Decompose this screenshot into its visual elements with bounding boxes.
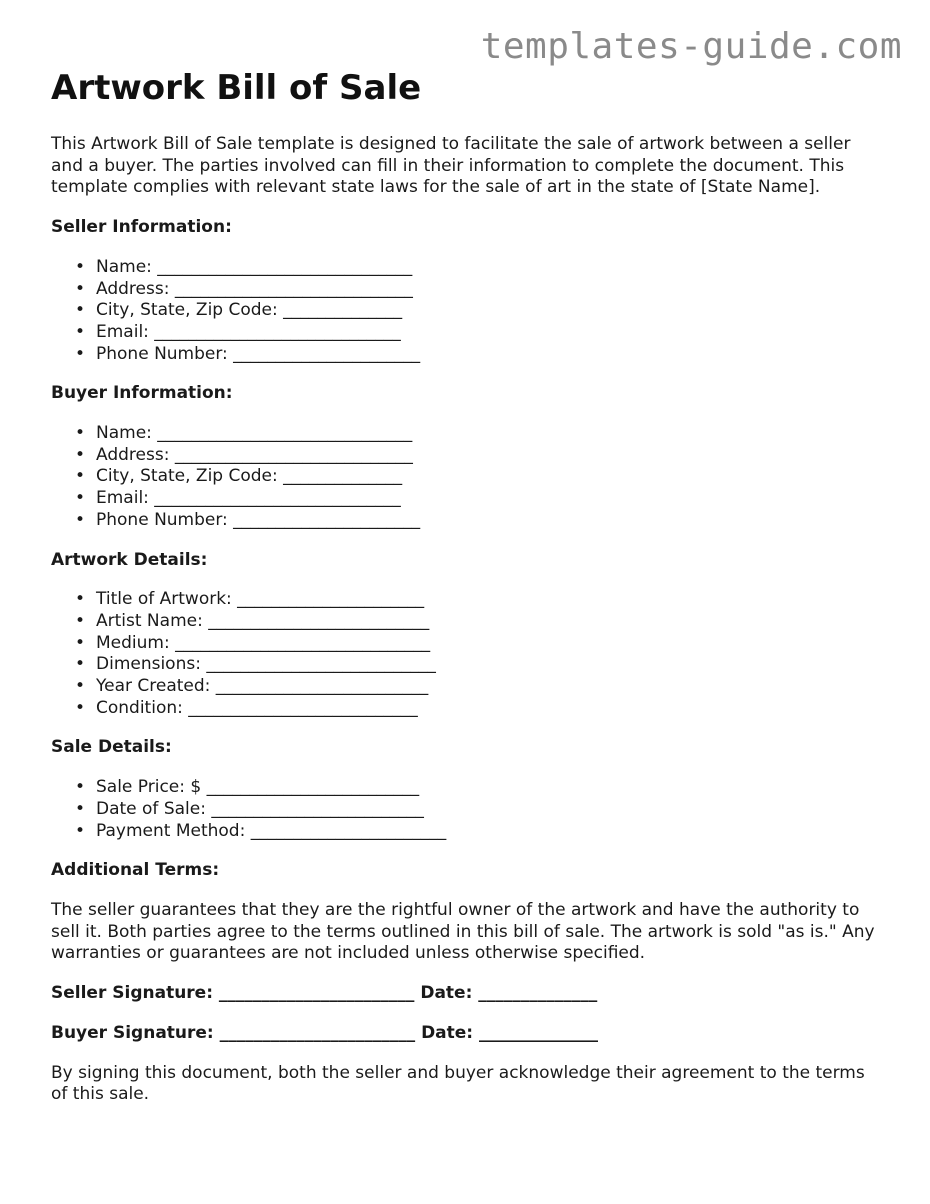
bullet-icon: • xyxy=(75,820,86,841)
list-item xyxy=(51,257,881,279)
list-item xyxy=(51,821,881,843)
payment-method-field: Payment Method: _______________________ xyxy=(96,820,447,841)
buyer-section-heading: Buyer Information: xyxy=(51,383,233,404)
artwork-section-heading: Artwork Details: xyxy=(51,549,208,570)
bullet-icon: • xyxy=(75,488,86,509)
bullet-icon: • xyxy=(75,423,86,444)
list-item xyxy=(51,466,881,488)
buyer-phone-field: Phone Number: ______________________ xyxy=(96,509,421,530)
document-page xyxy=(51,64,881,1106)
buyer-signature-line: Buyer Signature: _______________________ Date: ______________ xyxy=(51,1022,599,1043)
list-item xyxy=(51,322,881,344)
list-item xyxy=(51,488,881,510)
document-title: Artwork Bill of Sale xyxy=(51,68,422,108)
condition-field: Condition: ___________________________ xyxy=(96,697,418,718)
seller-name-field: Name: ______________________________ xyxy=(96,256,413,277)
list-item xyxy=(51,633,881,655)
bullet-icon: • xyxy=(75,777,86,798)
sale-date-field: Date of Sale: _________________________ xyxy=(96,798,424,819)
bullet-icon: • xyxy=(75,632,86,653)
buyer-address-field: Address: ____________________________ xyxy=(96,444,413,465)
dimensions-field: Dimensions: ___________________________ xyxy=(96,654,436,675)
list-item xyxy=(51,423,881,445)
list-item xyxy=(51,589,881,611)
year-created-field: Year Created: _________________________ xyxy=(96,676,429,697)
bullet-icon: • xyxy=(75,300,86,321)
closing-paragraph: By signing this document, both the seller and buyer acknowledge their agreement to the terms of this sale. xyxy=(51,1062,865,1105)
list-item xyxy=(51,445,881,467)
list-item xyxy=(51,676,881,698)
bullet-icon: • xyxy=(75,798,86,819)
list-item xyxy=(51,777,881,799)
list-item xyxy=(51,510,881,532)
buyer-name-field: Name: ______________________________ xyxy=(96,423,413,444)
list-item xyxy=(51,279,881,301)
bullet-icon: • xyxy=(75,343,86,364)
seller-info-list xyxy=(51,257,881,366)
bullet-icon: • xyxy=(75,321,86,342)
artwork-title-field: Title of Artwork: ______________________ xyxy=(96,589,425,610)
seller-signature-line: Seller Signature: _______________________ Date: ______________ xyxy=(51,983,598,1004)
sale-price-field: Sale Price: $ _________________________ xyxy=(96,777,420,798)
seller-city-field: City, State, Zip Code: ______________ xyxy=(96,300,403,321)
seller-email-field: Email: _____________________________ xyxy=(96,321,401,342)
buyer-city-field: City, State, Zip Code: ______________ xyxy=(96,466,403,487)
bullet-icon: • xyxy=(75,610,86,631)
bullet-icon: • xyxy=(75,278,86,299)
sale-section-heading: Sale Details: xyxy=(51,737,172,758)
artwork-details-list xyxy=(51,589,881,719)
bullet-icon: • xyxy=(75,444,86,465)
seller-phone-field: Phone Number: ______________________ xyxy=(96,343,421,364)
list-item xyxy=(51,300,881,322)
bullet-icon: • xyxy=(75,509,86,530)
bullet-icon: • xyxy=(75,256,86,277)
buyer-info-list xyxy=(51,423,881,532)
bullet-icon: • xyxy=(75,654,86,675)
site-watermark: templates-guide.com xyxy=(480,26,902,67)
medium-field: Medium: ______________________________ xyxy=(96,632,431,653)
list-item xyxy=(51,344,881,366)
sale-details-list xyxy=(51,777,881,842)
list-item xyxy=(51,654,881,676)
artist-name-field: Artist Name: __________________________ xyxy=(96,610,430,631)
terms-section-heading: Additional Terms: xyxy=(51,860,220,881)
list-item xyxy=(51,799,881,821)
seller-address-field: Address: ____________________________ xyxy=(96,278,413,299)
bullet-icon: • xyxy=(75,676,86,697)
bullet-icon: • xyxy=(75,697,86,718)
bullet-icon: • xyxy=(75,589,86,610)
bullet-icon: • xyxy=(75,466,86,487)
intro-paragraph: This Artwork Bill of Sale template is designed to facilitate the sale of artwork between a seller and a buyer. The parties involved can fill in their information to complete the document. This template complies with relevant state laws for the sale of art in the state of [State Name]. xyxy=(51,134,851,198)
list-item xyxy=(51,698,881,720)
buyer-email-field: Email: _____________________________ xyxy=(96,488,401,509)
list-item xyxy=(51,611,881,633)
terms-paragraph: The seller guarantees that they are the rightful owner of the artwork and have the authority to sell it. Both parties agree to the terms outlined in this bill of sale. The artwork is sold "as is." Any warranties or guarantees are not included unless otherwise specified. xyxy=(51,899,875,964)
seller-section-heading: Seller Information: xyxy=(51,217,232,238)
